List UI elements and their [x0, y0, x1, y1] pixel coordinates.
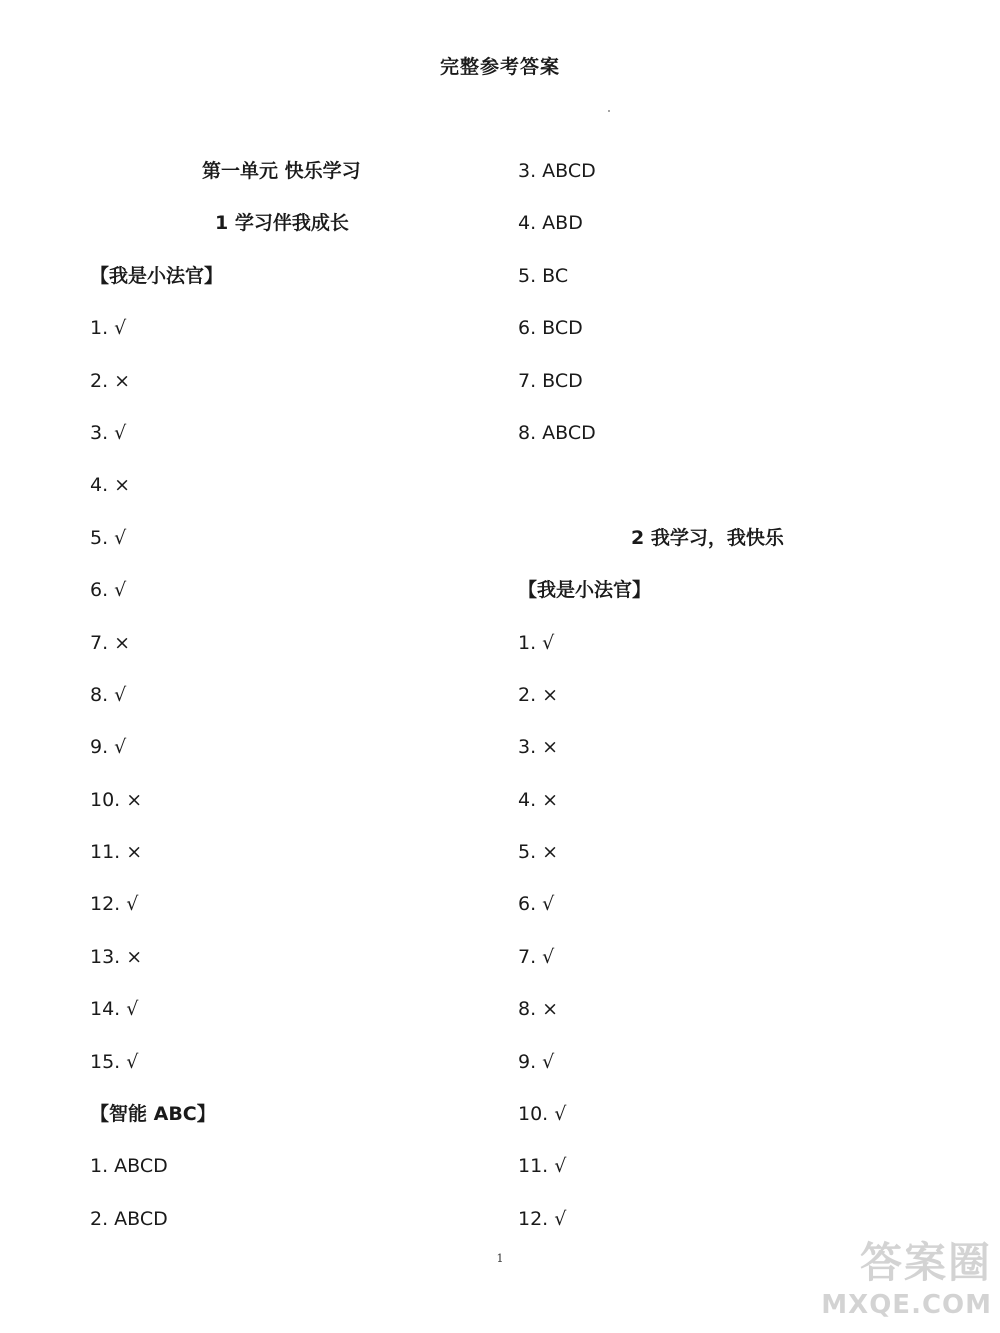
judge-answer-list-2	[518, 617, 938, 1246]
left-column	[90, 145, 510, 1245]
answer-item: 6. BCD	[518, 317, 583, 340]
answer-item: 7. √	[518, 945, 555, 968]
answer-item: 8. ×	[518, 998, 559, 1021]
answer-item: 3. ×	[518, 736, 559, 759]
watermark-logo	[802, 1237, 992, 1329]
answer-item: 7. ×	[90, 631, 131, 654]
answer-item: 1. ABCD	[90, 1155, 168, 1178]
answer-item: 12. √	[518, 1207, 567, 1230]
answer-item: 8. √	[90, 683, 127, 706]
judge-answer-list	[90, 302, 510, 1088]
answer-item: 11. √	[518, 1155, 567, 1178]
answer-item: 2. ×	[518, 683, 559, 706]
watermark-top-text: 答案圈	[859, 1238, 992, 1287]
answer-item: 1. √	[90, 317, 127, 340]
answer-item: 5. ×	[518, 841, 559, 864]
answer-item: 3. ABCD	[518, 160, 596, 182]
section-judge-title-2: 【我是小法官】	[518, 579, 652, 602]
answer-item: 9. √	[90, 736, 127, 759]
stray-dot	[608, 110, 610, 112]
answer-item: 5. √	[90, 526, 127, 549]
unit-title: 第一单元 快乐学习	[202, 160, 361, 182]
answer-item: 6. √	[518, 893, 555, 916]
answer-item: 10. ×	[90, 788, 143, 811]
answer-item: 12. √	[90, 893, 139, 916]
section-judge-title: 【我是小法官】	[90, 264, 224, 287]
answer-item: 11. ×	[90, 841, 143, 864]
right-column	[518, 145, 938, 1245]
page-number: 1	[496, 1252, 504, 1265]
answer-item: 14. √	[90, 998, 139, 1021]
answer-item: 5. BC	[518, 264, 569, 287]
answer-item: 10. √	[518, 1103, 567, 1126]
answer-item: 13. ×	[90, 945, 143, 968]
answer-item: 6. √	[90, 579, 127, 602]
spacer	[518, 459, 938, 511]
answer-item: 2. ×	[90, 369, 131, 392]
answer-item: 3. √	[90, 421, 127, 444]
section-abc-title: 【智能 ABC】	[90, 1103, 216, 1126]
page-title: 完整参考答案	[439, 56, 560, 78]
abc-answer-list-continued	[518, 145, 938, 459]
answer-item: 7. BCD	[518, 369, 583, 392]
answer-item: 15. √	[90, 1050, 139, 1073]
answer-item: 4. ×	[518, 788, 559, 811]
answer-item: 4. ABD	[518, 212, 583, 235]
lesson-2-title: 2 我学习，我快乐	[631, 526, 784, 549]
answer-item: 9. √	[518, 1050, 555, 1073]
answer-item: 2. ABCD	[90, 1207, 168, 1230]
watermark-bottom-text: MXQE.COM	[821, 1290, 992, 1320]
lesson-1-title: 1 学习伴我成长	[215, 212, 349, 235]
answer-item: 8. ABCD	[518, 421, 596, 444]
answer-item: 1. √	[518, 631, 555, 654]
abc-answer-list	[90, 1140, 510, 1245]
answer-item: 4. ×	[90, 474, 131, 497]
